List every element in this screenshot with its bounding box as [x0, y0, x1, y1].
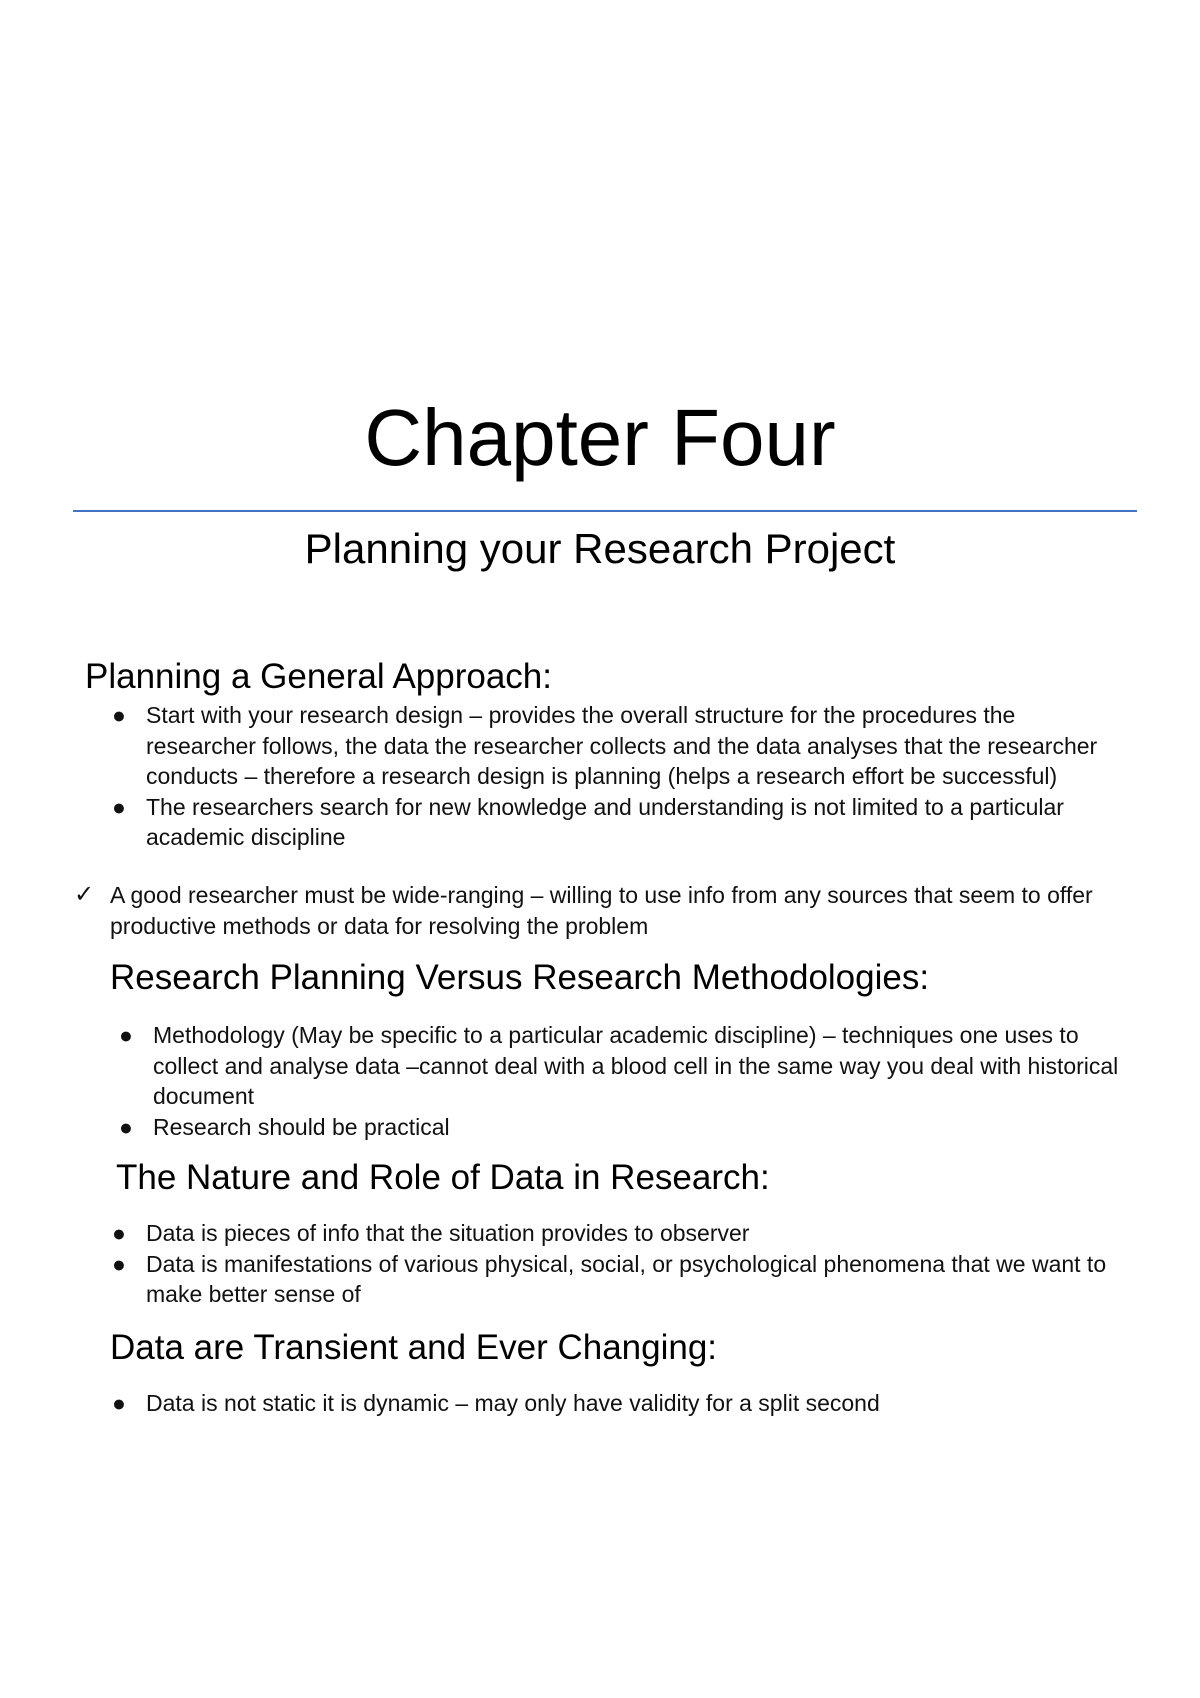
list-item-text: Data is manifestations of various physical, social, or psychological phenomena that we want to make better sense of	[146, 1250, 1107, 1307]
chapter-subtitle: Planning your Research Project	[304, 525, 896, 572]
bullet-icon: ●	[112, 1250, 126, 1277]
chapter-title: Chapter Four	[364, 393, 836, 482]
transient-data-list	[112, 1388, 1126, 1419]
list-item-text: Start with your research design – provides the overall structure for the procedures the researcher follows, the data the researcher collects and the data analyses that the researcher conducts – therefore a research design is planning (helps a research effort be successful)	[146, 702, 1098, 789]
list-item-text: Data is pieces of info that the situation provides to observer	[146, 1220, 750, 1246]
checkmark-item-text: A good researcher must be wide-ranging – willing to use info from any sources that seem to offer productive methods or data for resolving the problem	[110, 882, 1093, 939]
list-item-text: The researchers search for new knowledge and understanding is not limited to a particular academic discipline	[146, 793, 1064, 850]
checkmark-item	[74, 880, 1120, 941]
general-approach-list	[112, 700, 1126, 853]
section-heading-general-approach: Planning a General Approach:	[85, 657, 552, 696]
list-item-text: Methodology (May be specific to a particular academic discipline) – techniques one uses to collect and analyse data –cannot deal with a blood cell in the same way you deal with historical document	[153, 1022, 1119, 1109]
list-item	[112, 1388, 1126, 1419]
bullet-icon: ●	[112, 793, 126, 820]
bullet-icon: ●	[112, 1390, 126, 1416]
bullet-icon: ●	[112, 702, 126, 728]
section-heading-planning-vs-methodologies: Research Planning Versus Research Methodologies:	[110, 958, 930, 997]
planning-vs-methodologies-list	[119, 1020, 1143, 1142]
list-item-text: Research should be practical	[153, 1113, 450, 1140]
list-item	[119, 1020, 1143, 1112]
bullet-icon: ●	[112, 1220, 126, 1246]
list-item	[112, 1249, 1126, 1310]
title-divider	[73, 510, 1137, 512]
section-heading-nature-of-data: The Nature and Role of Data in Research:	[116, 1158, 770, 1197]
list-item	[112, 1218, 1126, 1249]
checkmark-icon: ✓	[74, 881, 95, 908]
bullet-icon: ●	[119, 1113, 133, 1140]
nature-of-data-list	[112, 1218, 1126, 1310]
list-item	[112, 792, 1126, 853]
list-item	[119, 1112, 1143, 1143]
section-heading-transient-data: Data are Transient and Ever Changing:	[110, 1328, 718, 1367]
list-item	[112, 700, 1126, 792]
list-item-text: Data is not static it is dynamic – may only have validity for a split second	[146, 1390, 880, 1416]
bullet-icon: ●	[119, 1022, 133, 1048]
